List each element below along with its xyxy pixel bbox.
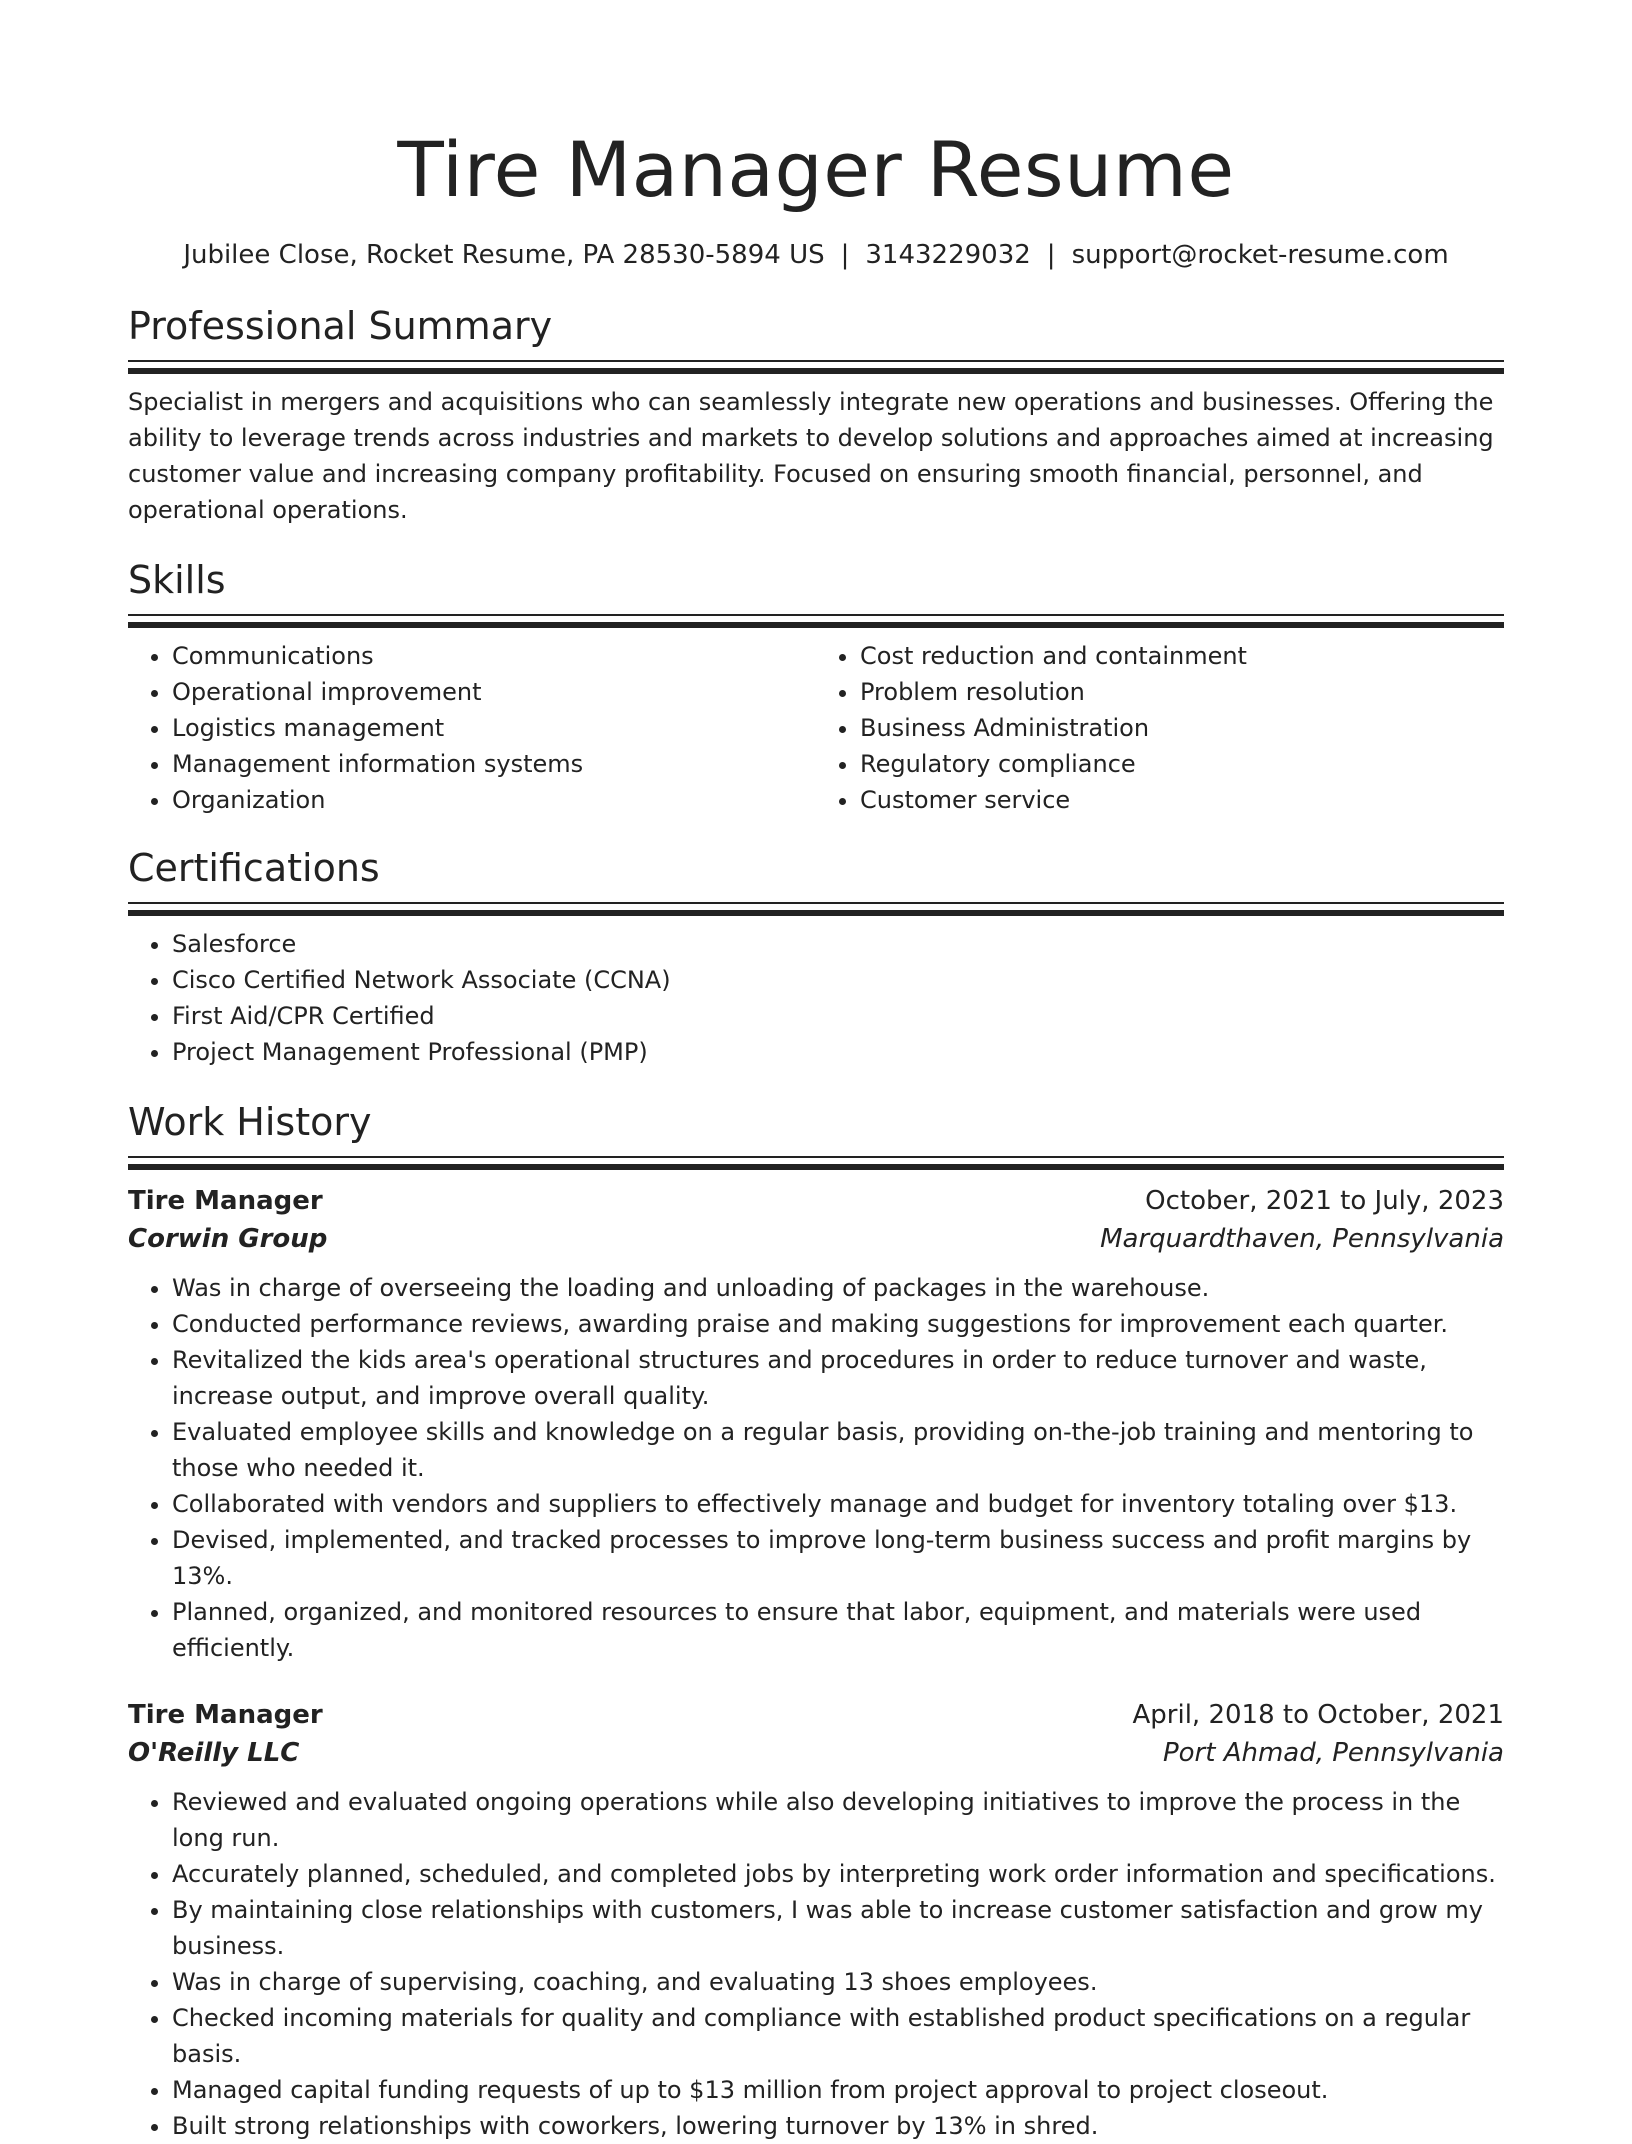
job-bullet: • Checked incoming materials for quality and compliance with established product specifications on a regular basis. — [172, 2000, 1504, 2072]
job-bullets — [128, 1784, 1504, 2144]
job-company: O'Reilly LLC — [128, 1738, 300, 1768]
resume-title: Tire Manager Resume — [397, 125, 1235, 214]
skill-item: • Problem resolution — [860, 674, 1504, 710]
job-bullet: • Evaluated employee skills and knowledge on a regular basis, providing on-the-job training and mentoring to those who needed it. — [172, 1414, 1504, 1486]
skills-column-left — [128, 638, 816, 818]
job-bullet: • Planned, organized, and monitored resources to ensure that labor, equipment, and materials were used efficiently. — [172, 1594, 1504, 1666]
skills-section — [128, 556, 1504, 818]
job-bullet: • Devised, implemented, and tracked processes to improve long-term business success and profit margins by 13%. — [172, 1522, 1504, 1594]
job-header — [128, 1182, 1504, 1220]
contact-line — [128, 238, 1504, 272]
skill-item: • Management information systems — [172, 746, 816, 782]
section-divider — [128, 360, 1504, 372]
section-heading-work-history: Work History — [128, 1100, 372, 1144]
job-dates: October, 2021 to July, 2023 — [1145, 1186, 1504, 1216]
job-dates: April, 2018 to October, 2021 — [1132, 1700, 1504, 1730]
job-bullet: • Built strong relationships with coworkers, lowering turnover by 13% in shred. — [172, 2108, 1504, 2144]
summary-text: Specialist in mergers and acquisitions who can seamlessly integrate new operations and businesses. Offering the ability to leverage trends across industries and markets to develop solutions and approaches aimed at increasing customer value and increasing company profitability. Focused on ensuring smooth financial, personnel, and operational operations. — [128, 388, 1494, 524]
job-subheader — [128, 1734, 1504, 1772]
skill-item: • Communications — [172, 638, 816, 674]
job-entry — [128, 1696, 1504, 2144]
job-entry — [128, 1182, 1504, 1666]
job-bullet: • Accurately planned, scheduled, and completed jobs by interpreting work order information and specifications. — [172, 1856, 1504, 1892]
job-bullet: • By maintaining close relationships with customers, I was able to increase customer satisfaction and grow my business. — [172, 1892, 1504, 1964]
job-header — [128, 1696, 1504, 1734]
job-bullet: • Was in charge of supervising, coaching, and evaluating 13 shoes employees. — [172, 1964, 1504, 2000]
job-title: Tire Manager — [128, 1186, 323, 1216]
section-heading-certifications: Certifications — [128, 846, 380, 890]
skills-column-right — [816, 638, 1504, 818]
job-bullet: • Managed capital funding requests of up to $13 million from project approval to project closeout. — [172, 2072, 1504, 2108]
section-divider — [128, 614, 1504, 626]
skill-item: • Cost reduction and containment — [860, 638, 1504, 674]
job-location: Marquardthaven, Pennsylvania — [1100, 1224, 1504, 1254]
job-bullets — [128, 1270, 1504, 1666]
summary-section — [128, 302, 1504, 528]
section-divider — [128, 1156, 1504, 1168]
section-divider — [128, 902, 1504, 914]
contact-email: support@rocket-resume.com — [1071, 240, 1449, 270]
section-heading-summary: Professional Summary — [128, 304, 553, 348]
job-company: Corwin Group — [128, 1224, 328, 1254]
certifications-section — [128, 844, 1504, 1070]
certification-item: • First Aid/CPR Certified — [172, 998, 1504, 1034]
contact-separator: | — [840, 240, 850, 270]
job-title: Tire Manager — [128, 1700, 323, 1730]
skill-item: • Organization — [172, 782, 816, 818]
certifications-list — [128, 926, 1504, 1070]
contact-phone: 3143229032 — [865, 240, 1031, 270]
job-bullet: • Conducted performance reviews, awarding praise and making suggestions for improvement each quarter. — [172, 1306, 1504, 1342]
skill-item: • Regulatory compliance — [860, 746, 1504, 782]
job-bullet: • Revitalized the kids area's operational structures and procedures in order to reduce turnover and waste, increase output, and improve overall quality. — [172, 1342, 1504, 1414]
certification-item: • Salesforce — [172, 926, 1504, 962]
work-history-section — [128, 1098, 1504, 2144]
skills-list — [128, 638, 1504, 818]
certification-item: • Cisco Certified Network Associate (CCNA) — [172, 962, 1504, 998]
skill-item: • Operational improvement — [172, 674, 816, 710]
job-bullet: • Collaborated with vendors and suppliers to effectively manage and budget for inventory totaling over $13. — [172, 1486, 1504, 1522]
contact-separator: | — [1046, 240, 1056, 270]
certification-item: • Project Management Professional (PMP) — [172, 1034, 1504, 1070]
skill-item: • Business Administration — [860, 710, 1504, 746]
job-bullet: • Reviewed and evaluated ongoing operations while also developing initiatives to improve the process in the long run. — [172, 1784, 1504, 1856]
job-subheader — [128, 1220, 1504, 1258]
skill-item: • Logistics management — [172, 710, 816, 746]
job-location: Port Ahmad, Pennsylvania — [1162, 1738, 1504, 1768]
section-heading-skills: Skills — [128, 558, 226, 602]
job-bullet: • Was in charge of overseeing the loading and unloading of packages in the warehouse. — [172, 1270, 1504, 1306]
contact-address: Jubilee Close, Rocket Resume, PA 28530-5894 US — [183, 240, 825, 270]
skill-item: • Customer service — [860, 782, 1504, 818]
